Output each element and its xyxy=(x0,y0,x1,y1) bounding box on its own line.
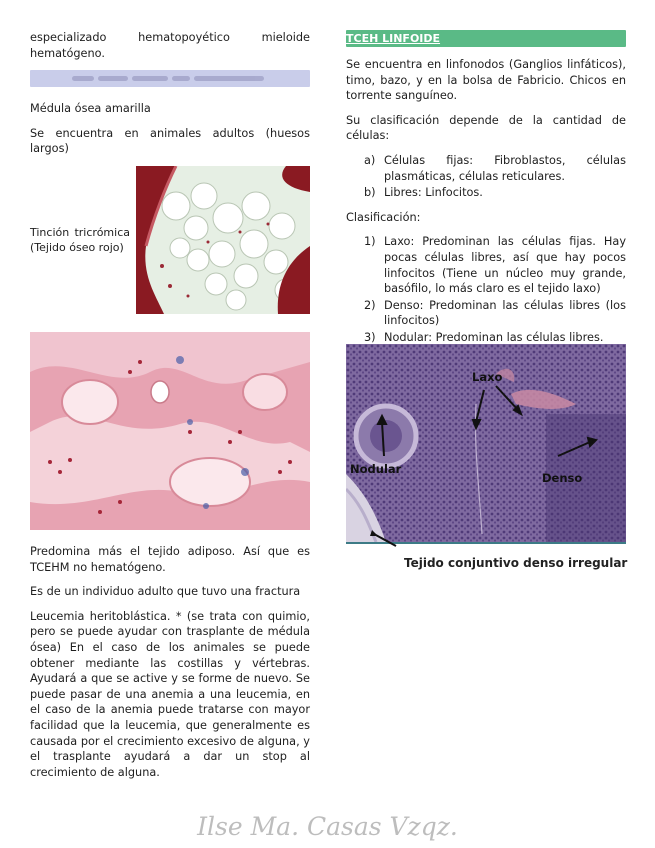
location-line: Se encuentra en animales adultos (huesos largos) xyxy=(30,126,310,156)
label-laxo: Laxo xyxy=(472,370,503,384)
location-paragraph: Se encuentra en linfonodos (Ganglios linfáticos), timo, bazo, y en la bolsa de Fabricio. Chicos en torrente sanguíneo. xyxy=(346,58,626,103)
red-marrow-illustration xyxy=(30,332,310,530)
lymphoid-micrograph xyxy=(346,344,626,544)
section-heading: Médula ósea amarilla xyxy=(30,102,151,116)
label-denso: Denso xyxy=(542,471,583,485)
classification-list xyxy=(346,234,626,345)
blurred-heading-bar xyxy=(30,70,310,87)
classification-intro: Su clasificación depende de la cantidad de células: xyxy=(346,113,626,143)
red-marrow-micrograph xyxy=(30,332,310,530)
fracture-paragraph: Es de un individuo adulto que tuvo una fractura xyxy=(30,585,301,599)
micrograph-row xyxy=(30,166,310,314)
yellow-marrow-illustration xyxy=(136,166,310,314)
left-column xyxy=(30,30,310,789)
list-item: 1) Laxo: Predominan las células fijas. Hay pocas células libres, así que hay pocos linfocitos (Tiene un núcleo muy grande, basófilo, lo más claro es el tejido laxo) xyxy=(364,235,626,296)
micrograph-caption: Tejido conjuntivo denso irregular xyxy=(404,556,628,570)
list-item: a) Células fijas: Fibroblastos, células plasmáticas, células reticulares. xyxy=(364,153,626,183)
stain-caption: Tinción tricrómica (Tejido óseo rojo) xyxy=(30,225,130,254)
intro-text: especializado hematopoyético mieloide hematógeno. xyxy=(30,31,310,60)
blurred-heading-text xyxy=(72,73,272,83)
list-item: 2) Denso: Predominan las células libres (los linfocitos) xyxy=(364,298,626,328)
author-footer: Ilse Ma. Casas Vzqz. xyxy=(197,812,458,841)
caption-arrow xyxy=(368,530,408,550)
label-nodular: Nodular xyxy=(350,462,402,476)
section-banner: TCEH LINFOIDE xyxy=(346,30,626,47)
yellow-marrow-micrograph xyxy=(136,166,310,314)
list-item: 3) Nodular: Predominan las células libres. xyxy=(364,330,604,344)
right-column xyxy=(346,30,626,355)
adipose-paragraph: Predomina más el tejido adiposo. Así que es TCEHM no hematógeno. xyxy=(30,544,310,574)
classification-heading: Clasificación: xyxy=(346,210,421,224)
cell-type-list xyxy=(346,153,626,201)
leukemia-paragraph: Leucemia heritoblástica. * (se trata con quimio, pero se puede ayudar con trasplante de médula ósea) En el caso de los animales se puede obtener mediante las costillas y vértebras. Ayudará a que se active y se forme de nuevo. Se puede pasar de una anemia a una leucemia, en el caso de la anemia puede tratarse con mayor facilidad que la leucemia, que generalmente es causada por el crecimiento excesivo de alguna, y el trasplante ayudará a dar un stop al crecimiento de alguna. xyxy=(30,609,310,779)
list-item: b) Libres: Linfocitos. xyxy=(364,186,483,200)
